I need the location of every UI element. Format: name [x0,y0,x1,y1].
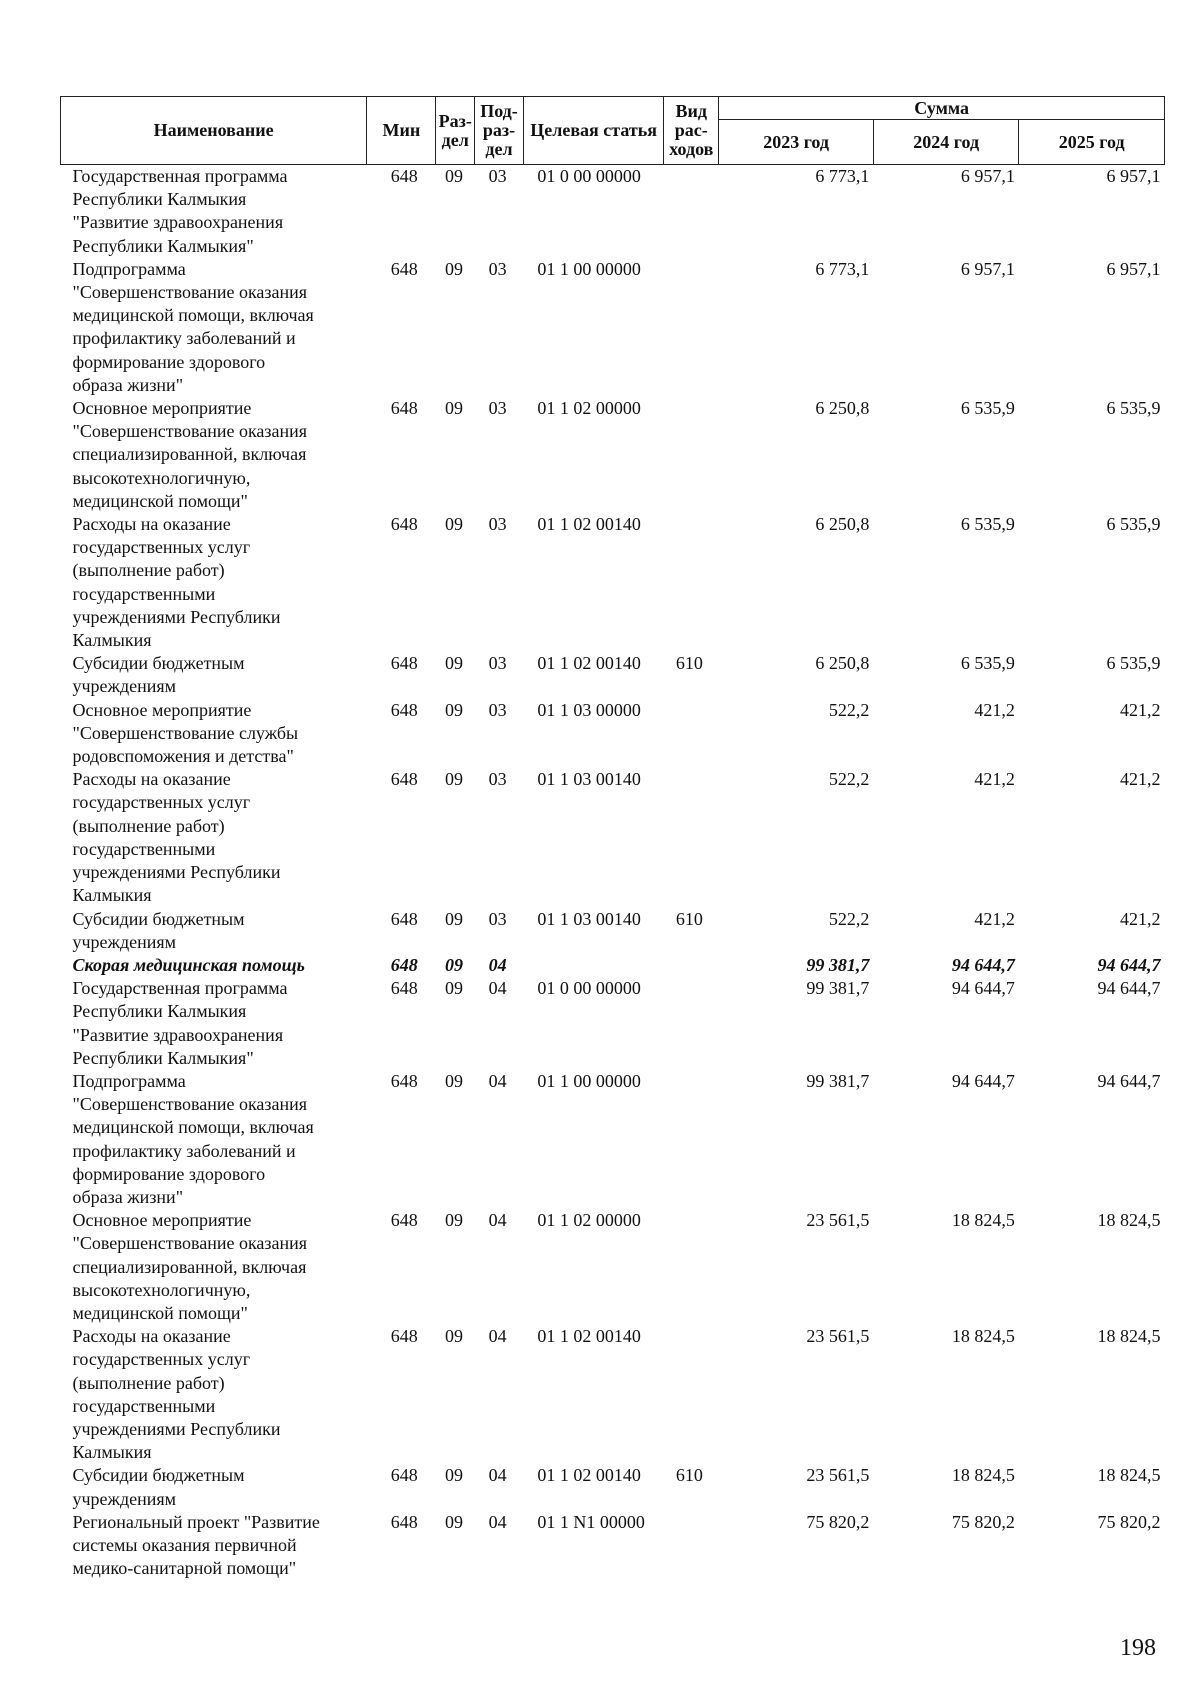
row-min: 648 [390,978,418,999]
row-celevaya: 01 1 02 00140 [537,514,641,535]
row-vid: 610 [675,1465,703,1486]
row-sum-2023: 6 250,8 [815,653,870,674]
row-podrazdel: 04 [488,1511,507,1532]
row-podrazdel: 03 [488,908,507,929]
row-min: 648 [390,1511,418,1532]
row-razdel: 09 [444,166,463,186]
row-sum-2023: 6 773,1 [815,166,870,186]
row-sum-2025: 6 535,9 [1106,514,1161,535]
header-year-2025: 2025 год [1019,120,1165,165]
row-sum-2024: 421,2 [974,699,1015,720]
table-row [61,165,1165,258]
row-sum-2025: 94 644,7 [1097,978,1161,999]
header-celevaya: Целевая статья [523,97,663,165]
row-sum-2025: 421,2 [1120,769,1161,790]
row-sum-2023: 23 561,5 [806,1326,870,1347]
row-sum-2023: 6 773,1 [815,258,870,279]
table-header [61,97,1165,165]
row-sum-2023: 99 381,7 [806,954,870,975]
row-name: Расходы на оказание государственных услуг (выполнение работ) государственными учреждениями Республики Калмыкия [72,514,281,651]
row-sum-2023: 75 820,2 [806,1511,870,1532]
table-row [61,258,1165,397]
row-vid [664,699,719,769]
row-podrazdel: 04 [488,954,507,975]
row-name: Государственная программа Республики Калмыкия "Развитие здравоохранения Республики Калмыкия" [72,166,288,256]
row-name: Основное мероприятие "Совершенствование службы родовспоможения и детства" [72,699,299,767]
row-celevaya: 01 1 03 00140 [537,908,641,929]
row-vid [664,165,719,258]
row-celevaya: 01 1 00 00000 [537,1070,641,1091]
row-vid [664,513,719,652]
row-razdel: 09 [444,514,463,535]
row-podrazdel: 03 [488,653,507,674]
row-sum-2024: 421,2 [974,908,1015,929]
row-razdel: 09 [444,398,463,419]
row-celevaya: 01 1 00 00000 [537,258,641,279]
row-celevaya: 01 1 02 00000 [537,1210,641,1231]
row-podrazdel: 04 [488,978,507,999]
row-name: Расходы на оказание государственных услуг (выполнение работ) государственными учреждениями Республики Калмыкия [72,769,281,906]
row-sum-2023: 6 250,8 [815,398,870,419]
row-sum-2023: 99 381,7 [806,978,870,999]
row-podrazdel: 04 [488,1070,507,1091]
row-min: 648 [390,954,418,975]
row-vid [664,954,719,977]
row-razdel: 09 [444,769,463,790]
row-vid: 610 [675,653,703,674]
row-celevaya: 01 1 N1 00000 [537,1511,645,1532]
table-row [61,699,1165,769]
row-sum-2025: 94 644,7 [1097,954,1161,975]
table-row [61,1070,1165,1209]
row-min: 648 [390,1326,418,1347]
table-row [61,397,1165,513]
row-sum-2025: 18 824,5 [1097,1326,1161,1347]
row-sum-2024: 6 535,9 [960,653,1015,674]
row-sum-2024: 94 644,7 [951,1070,1015,1091]
row-celevaya: 01 1 03 00000 [537,699,641,720]
row-sum-2024: 94 644,7 [951,978,1015,999]
row-min: 648 [390,699,418,720]
row-vid [664,1209,719,1325]
row-podrazdel: 04 [488,1326,507,1347]
row-podrazdel: 03 [488,514,507,535]
row-min: 648 [390,908,418,929]
table-row [61,1511,1165,1581]
row-sum-2023: 522,2 [828,769,870,790]
row-sum-2025: 6 535,9 [1106,653,1161,674]
row-sum-2025: 6 957,1 [1106,166,1161,186]
row-podrazdel: 03 [488,166,507,186]
table-row [61,954,1165,977]
row-celevaya: 01 0 00 00000 [537,166,641,186]
row-name: Основное мероприятие "Совершенствование оказания специализированной, включая высокотехнологичную, медицинской помощи" [72,398,308,511]
budget-table [60,96,1165,1580]
row-razdel: 09 [444,978,463,999]
row-sum-2025: 94 644,7 [1097,1070,1161,1091]
row-vid: 610 [675,908,703,929]
header-podrazdel: Под- раз- дел [475,97,524,165]
row-min: 648 [390,166,418,186]
row-razdel: 09 [444,1511,463,1532]
row-sum-2024: 18 824,5 [951,1465,1015,1486]
row-min: 648 [390,1210,418,1231]
table-row [61,977,1165,1070]
row-celevaya [523,954,663,977]
row-vid [664,768,719,907]
table-row [61,1325,1165,1464]
page-number: 198 [1120,1635,1156,1661]
row-sum-2025: 6 535,9 [1106,398,1161,419]
budget-table-page [60,96,1165,1580]
row-celevaya: 01 1 02 00140 [537,653,641,674]
header-name: Наименование [61,97,367,165]
row-razdel: 09 [444,1070,463,1091]
table-row [61,1209,1165,1325]
header-vid: Вид рас- ходов [664,97,719,165]
row-vid [664,1325,719,1464]
row-name: Основное мероприятие "Совершенствование оказания специализированной, включая высокотехнологичную, медицинской помощи" [72,1210,308,1323]
row-celevaya: 01 1 02 00140 [537,1465,641,1486]
table-row [61,652,1165,698]
row-min: 648 [390,653,418,674]
row-sum-2025: 18 824,5 [1097,1210,1161,1231]
table-row [61,768,1165,907]
row-razdel: 09 [444,653,463,674]
row-sum-2024: 6 535,9 [960,514,1015,535]
row-sum-2023: 6 250,8 [815,514,870,535]
row-podrazdel: 03 [488,398,507,419]
row-razdel: 09 [444,908,463,929]
table-row [61,908,1165,954]
row-podrazdel: 04 [488,1210,507,1231]
row-razdel: 09 [444,258,463,279]
row-podrazdel: 04 [488,1465,507,1486]
row-celevaya: 01 1 03 00140 [537,769,641,790]
row-name: Подпрограмма "Совершенствование оказания медицинской помощи, включая профилактику заболеваний и формирование здорового образа жизни" [72,258,314,395]
header-razdel: Раз- дел [436,97,475,165]
row-sum-2023: 23 561,5 [806,1465,870,1486]
row-sum-2023: 522,2 [828,908,870,929]
table-row [61,1464,1165,1510]
table-row [61,513,1165,652]
row-sum-2025: 6 957,1 [1106,258,1161,279]
row-name: Государственная программа Республики Калмыкия "Развитие здравоохранения Республики Калмыкия" [72,978,288,1068]
row-vid [664,1070,719,1209]
row-sum-2025: 421,2 [1120,699,1161,720]
row-vid [664,977,719,1070]
row-name: Скорая медицинская помощь [72,954,305,975]
row-celevaya: 01 0 00 00000 [537,978,641,999]
row-sum-2025: 421,2 [1120,908,1161,929]
row-vid [664,258,719,397]
row-min: 648 [390,258,418,279]
row-sum-2023: 23 561,5 [806,1210,870,1231]
row-sum-2025: 75 820,2 [1097,1511,1161,1532]
row-sum-2024: 18 824,5 [951,1326,1015,1347]
row-razdel: 09 [444,1465,463,1486]
row-podrazdel: 03 [488,258,507,279]
row-sum-2025: 18 824,5 [1097,1465,1161,1486]
row-sum-2024: 421,2 [974,769,1015,790]
table-body [61,165,1165,1581]
row-razdel: 09 [444,699,463,720]
row-name: Региональный проект "Развитие системы оказания первичной медико-санитарной помощи" [72,1511,320,1579]
row-name: Субсидии бюджетным учреждениям [72,1465,245,1509]
row-sum-2023: 99 381,7 [806,1070,870,1091]
header-year-2024: 2024 год [873,120,1018,165]
row-vid [664,397,719,513]
row-podrazdel: 03 [488,699,507,720]
row-name: Субсидии бюджетным учреждениям [72,653,245,697]
row-name: Подпрограмма "Совершенствование оказания медицинской помощи, включая профилактику заболеваний и формирование здорового образа жизни" [72,1070,314,1207]
row-min: 648 [390,769,418,790]
row-min: 648 [390,398,418,419]
header-year-2023: 2023 год [719,120,874,165]
row-celevaya: 01 1 02 00000 [537,398,641,419]
row-podrazdel: 03 [488,769,507,790]
row-min: 648 [390,514,418,535]
row-sum-2024: 18 824,5 [951,1210,1015,1231]
row-sum-2024: 6 957,1 [960,166,1015,186]
row-sum-2024: 94 644,7 [951,954,1015,975]
row-name: Расходы на оказание государственных услуг (выполнение работ) государственными учреждениями Республики Калмыкия [72,1326,281,1463]
row-sum-2023: 522,2 [828,699,870,720]
row-vid [664,1511,719,1581]
row-sum-2024: 6 957,1 [960,258,1015,279]
header-summa: Сумма [719,97,1165,120]
row-celevaya: 01 1 02 00140 [537,1326,641,1347]
row-min: 648 [390,1070,418,1091]
row-name: Субсидии бюджетным учреждениям [72,908,245,952]
row-razdel: 09 [444,954,463,975]
row-razdel: 09 [444,1326,463,1347]
row-razdel: 09 [444,1210,463,1231]
row-sum-2024: 75 820,2 [951,1511,1015,1532]
row-min: 648 [390,1465,418,1486]
row-sum-2024: 6 535,9 [960,398,1015,419]
header-min: Мин [367,97,436,165]
